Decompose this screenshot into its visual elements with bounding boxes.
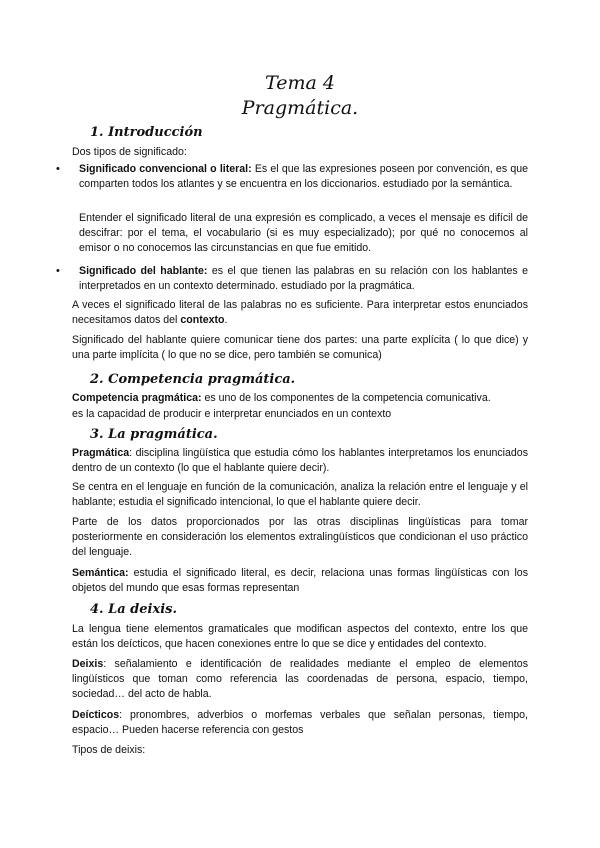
bullet-significado-hablante: Significado del hablante: es el que tienen las palabras en su relación con los hablantes e interpretados en un contexto determinado. estudiado por la pragmática.	[79, 265, 528, 292]
pragmatica-data: Parte de los datos proporcionados por las otras disciplinas lingüísticas para tomar posteriormente en consideración los elementos extralingüísticos que condicionan el uso práctico del lenguaje.	[72, 516, 528, 558]
term-deicticos: Deícticos	[72, 709, 120, 721]
deicticos-definition: Deícticos: pronombres, adverbios o morfemas verbales que señalan personas, tiempo, espacio… Pueden hacerse referencia con gestos	[72, 709, 528, 736]
bullet-icon: •	[56, 265, 60, 277]
section-heading-deixis: 4. La deixis.	[90, 602, 178, 617]
term-significado-hablante: Significado del hablante:	[79, 265, 208, 277]
term-contexto: contexto	[180, 314, 225, 326]
intro-text: Dos tipos de significado:	[72, 146, 187, 158]
pragmatica-definition: Pragmática: disciplina lingüística que estudia cómo los hablantes interpretamos los enunciados dentro de un contexto (lo que el hablante quiere decir).	[72, 447, 528, 474]
pragmatica-focus: Se centra en el lenguaje en función de la comunicación, analiza la relación entre el lenguaje y el hablante; estudia el significado intencional, lo que el hablante quiere decir.	[72, 481, 528, 508]
term-deixis: Deixis	[72, 658, 104, 670]
section-heading-introduccion: 1. Introducción	[90, 125, 203, 140]
context-paragraph: A veces el significado literal de las palabras no es suficiente. Para interpretar estos enunciados necesitamos datos del contexto.	[72, 299, 528, 326]
bullet-icon: •	[56, 163, 60, 175]
speaker-meaning-paragraph: Significado del hablante quiere comunicar tiene dos partes: una parte explícita ( lo que dice) y una parte implícita ( lo que no se dice, pero también se comunica)	[72, 334, 528, 361]
competencia-definition: Competencia pragmática: es uno de los componentes de la competencia comunicativa.	[72, 392, 491, 404]
bullet-significado-literal: Significado convencional o literal: Es el que las expresiones poseen por convención, es que comparten todos los atlantes y se encuentra en los diccionarios. estudiado por la semántica.	[79, 163, 528, 190]
term-competencia: Competencia pragmática:	[72, 392, 202, 404]
deixis-definition: Deixis: señalamiento e identificación de realidades mediante el empleo de elementos lingüísticos que toman como referencia las coordenadas de persona, espacio, tiempo, sociedad… del acto de habla.	[72, 658, 528, 700]
page-subtitle: Pragmática.	[241, 97, 359, 119]
competencia-capacity: es la capacidad de producir e interpretar enunciados en un contexto	[72, 408, 392, 420]
term-pragmatica: Pragmática	[72, 447, 130, 459]
term-semantica: Semántica:	[72, 567, 129, 579]
deixis-types-label: Tipos de deixis:	[72, 744, 146, 756]
literal-difficulty-text: Entender el significado literal de una expresión es complicado, a veces el mensaje es difícil de descifrar: por el tema, el vocabulario (si es muy especializado); por qué no conocemos al emisor o no conocemos las circunstancias en que fue emitido.	[79, 212, 528, 254]
section-heading-competencia: 2. Competencia pragmática.	[90, 372, 296, 387]
section-heading-pragmatica: 3. La pragmática.	[90, 427, 218, 442]
page-title: Tema 4	[265, 72, 335, 94]
term-significado-literal: Significado convencional o literal:	[79, 163, 252, 175]
semantica-definition: Semántica: estudia el significado literal, es decir, relaciona unas formas lingüísticas con los objetos del mundo que esas formas representan	[72, 567, 528, 594]
deixis-intro: La lengua tiene elementos gramaticales que modifican aspectos del contexto, entre los que están los deícticos, que hacen conexiones entre lo que se dice y entidades del contexto.	[72, 623, 528, 650]
